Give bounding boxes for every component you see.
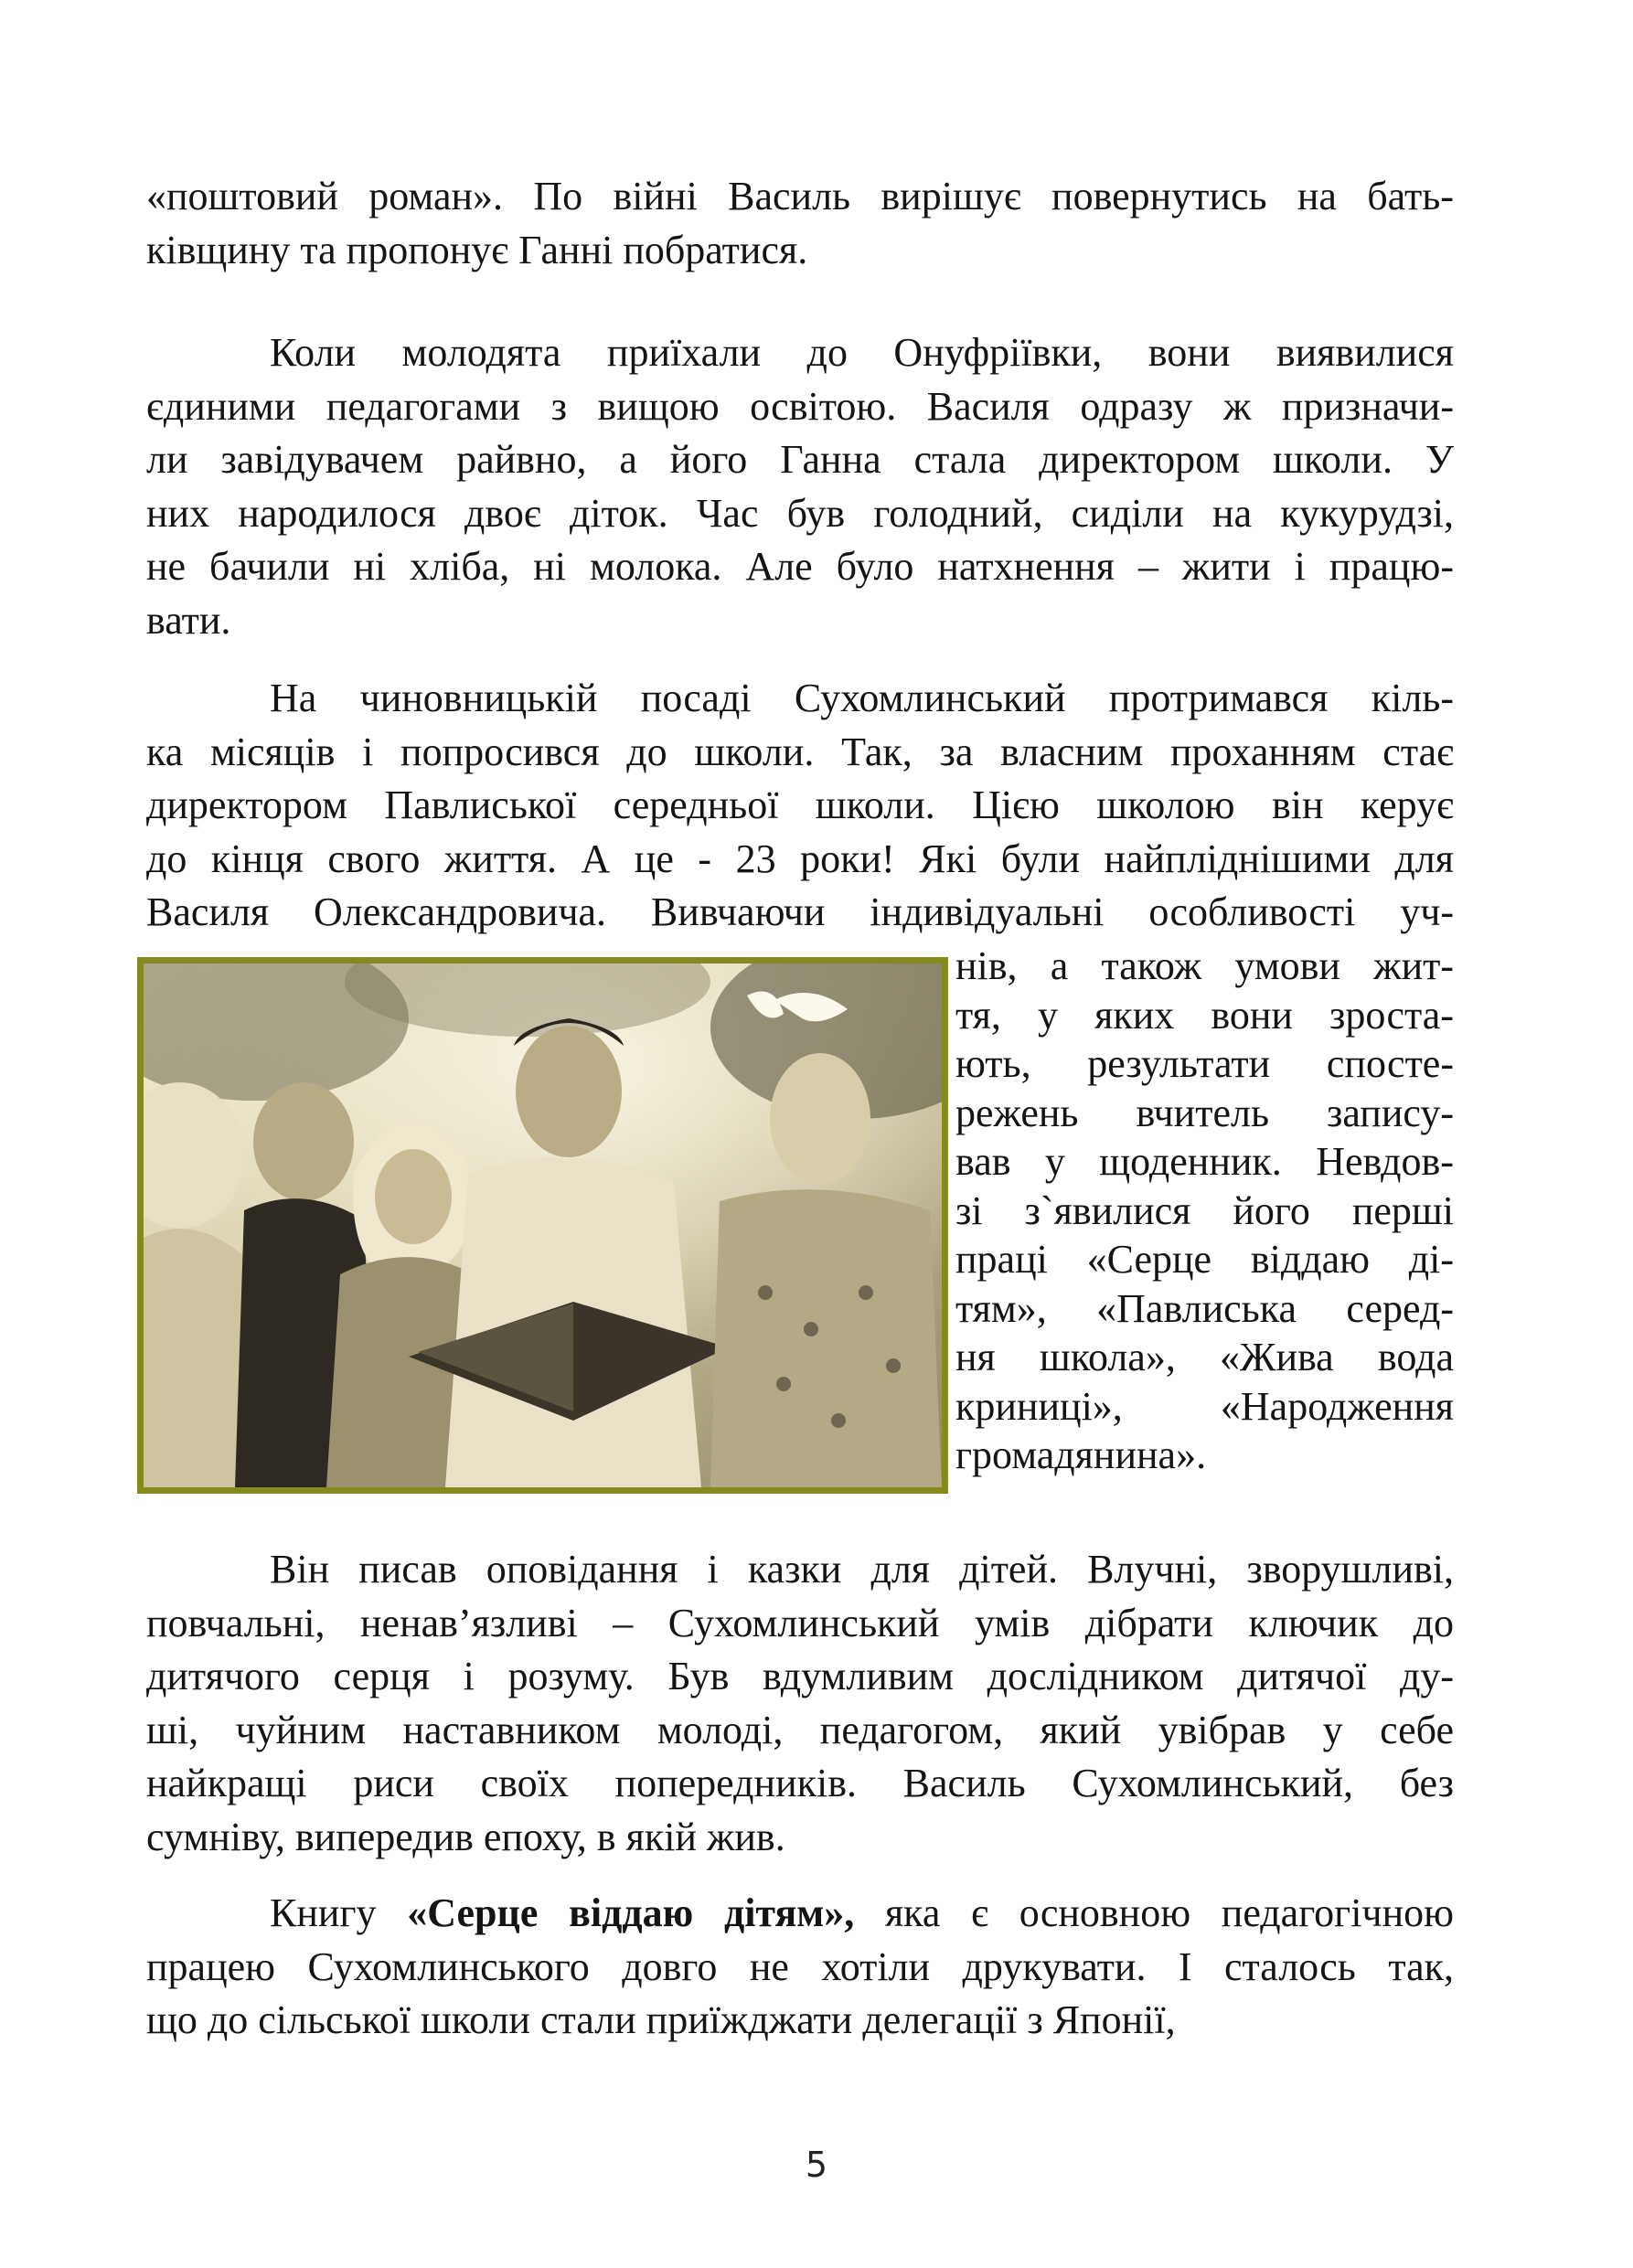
text-line: вати. xyxy=(146,597,231,643)
text-line: зі з`явилися його перші xyxy=(955,1187,1454,1233)
text-line: Він писав оповідання і казки для дітей. Влучні, зворушливі, xyxy=(270,1547,1454,1592)
paragraph-2 xyxy=(146,326,1454,647)
paragraph-3 xyxy=(146,672,1454,940)
text-line: Василя Олександровича. Вивчаючи індивідуальні особливості уч- xyxy=(146,889,1454,934)
text-line: ня школа», «Жива вода xyxy=(955,1335,1454,1379)
text-line: тям», «Павлиська серед- xyxy=(955,1285,1454,1331)
text-line: директором Павлиської середньої школи. Цією школою він керує xyxy=(146,783,1454,827)
text-run: яка є основною педагогічною xyxy=(854,1890,1454,1935)
text-line: криниці», «Народження xyxy=(955,1383,1454,1429)
text-line: найкращі риси своїх попередників. Василь Сухомлинський, без xyxy=(146,1761,1454,1805)
text-line: «поштовий роман». По війні Василь вирішує повернутись на бать- xyxy=(146,174,1454,218)
text-line: Коли молодята приїхали до Онуфріївки, вони виявилися xyxy=(270,330,1454,375)
text-line xyxy=(146,1887,1454,1941)
text-line: повчальні, ненав’язливі – Сухомлинський умів дібрати ключик до xyxy=(146,1600,1454,1645)
text-line: ли завідувачем райвно, а його Ганна стала директором школи. У xyxy=(146,437,1454,482)
text-line: праці «Серце віддаю ді- xyxy=(955,1237,1454,1282)
photo-teacher-reading-to-children xyxy=(137,957,948,1494)
paragraph-1 xyxy=(146,170,1454,277)
text-line: На чиновницькій посаді Сухомлинський протримався кіль- xyxy=(270,676,1454,720)
paragraph-5 xyxy=(146,1887,1454,2048)
text-line: вав у щоденник. Невдов- xyxy=(955,1139,1454,1184)
text-line: що до сільської школи стали приїжджати делегації з Японії, xyxy=(146,1997,1176,2042)
text-line: ють, результати спосте- xyxy=(955,1041,1454,1086)
text-line: працею Сухомлинського довго не хотіли друкувати. І сталось так, xyxy=(146,1943,1454,1989)
text-line: ка місяців і попросився до школи. Так, за власним проханням стає xyxy=(146,729,1454,774)
text-line: дитячого серця і розуму. Був вдумливим дослідником дитячої ду- xyxy=(146,1654,1454,1698)
text-line: громадянина». xyxy=(955,1432,1207,1477)
text-line: них народилося двоє діток. Час був голодний, сиділи на кукурудзі, xyxy=(146,490,1454,536)
text-line: до кінця свого життя. А це - 23 роки! Які були найпліднішими для xyxy=(146,836,1454,881)
photo-image xyxy=(144,964,942,1487)
text-line: не бачили ні хліба, ні молока. Але було натхнення – жити і працю- xyxy=(146,544,1454,589)
text-line: тя, у яких вони зроста- xyxy=(955,992,1454,1038)
book-title-bold: «Серце віддаю дітям», xyxy=(407,1890,855,1935)
paragraph-3-wrapped xyxy=(955,942,1454,1480)
paragraph-4 xyxy=(146,1543,1454,1864)
text-line: нів, а також умови жит- xyxy=(955,943,1454,988)
text-line: єдиними педагогами з вищою освітою. Василя одразу ж призначи- xyxy=(146,383,1454,429)
text-line: режень вчитель запису- xyxy=(955,1090,1454,1135)
text-line: ківщину та пропонує Ганні побратися. xyxy=(146,227,808,272)
text-run: Книгу xyxy=(270,1890,408,1935)
text-line: ші, чуйним наставником молоді, педагогом, який увібрав у себе xyxy=(146,1707,1454,1752)
text-line: сумніву, випередив епоху, в якій жив. xyxy=(146,1814,785,1859)
page-number: 5 xyxy=(805,2145,828,2185)
